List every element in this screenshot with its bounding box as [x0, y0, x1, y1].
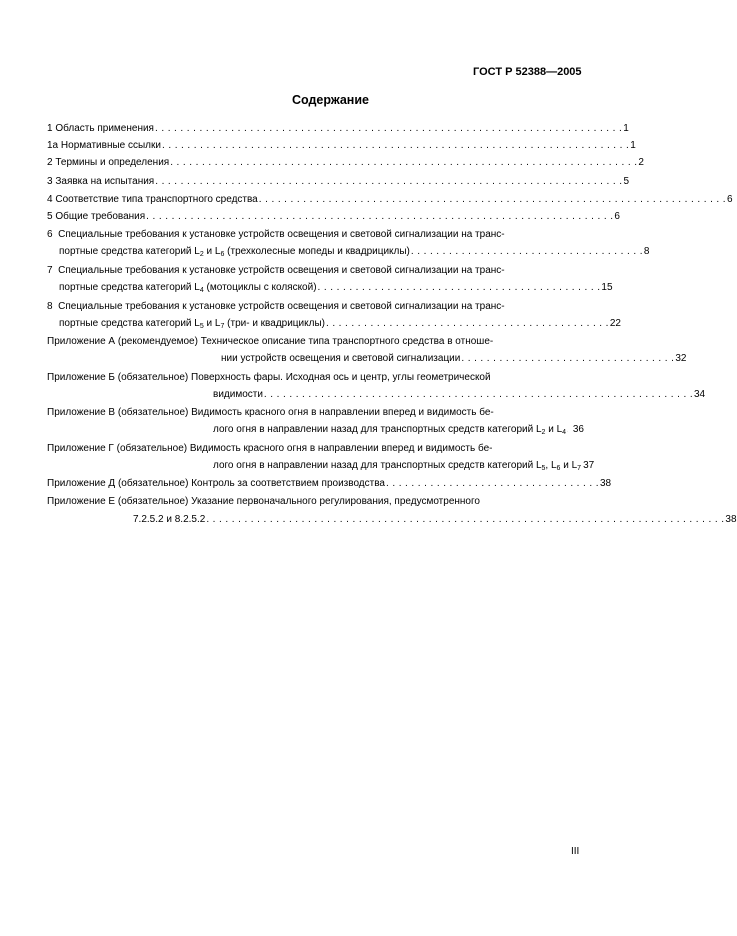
dot-leader: . . . . . . . . . . . . . . . . . . . . . . . . . . . . . . . . . . — [385, 478, 599, 489]
toc-entry-6-line1[interactable] — [47, 228, 505, 242]
toc-entry-page: 32 — [675, 353, 687, 364]
toc-entry-title: Приложение А (рекомендуемое) Техническое описание типа транспортного средства в отноше- — [47, 336, 494, 347]
toc-entry-page: 6 — [726, 194, 733, 205]
dot-leader: . . . . . . . . . . . . . . . . . . . . . . . . . . . . . . . . . . . . . . . . . . . . . . . . . . . . . . . . . . . . . . . . . . . . . . . . . . — [146, 211, 614, 222]
toc-entry-number: 5 — [47, 211, 53, 222]
toc-entry[interactable] — [47, 139, 636, 153]
toc-entry-title: Термины и определения — [55, 157, 170, 168]
toc-entry-7-line2[interactable] — [59, 281, 613, 295]
toc-entry-8-line1[interactable] — [47, 300, 505, 314]
page-number: III — [571, 846, 580, 857]
toc-entry[interactable] — [47, 175, 629, 189]
dot-leader: . . . . . . . . . . . . . . . . . . . . . . . . . . . . . . . . . . — [461, 353, 675, 364]
toc-appendix-a-line1[interactable] — [47, 335, 493, 349]
toc-entry-page: 38 — [725, 514, 737, 525]
toc-entry-number: 4 — [47, 194, 53, 205]
toc-entry-title: Приложение Д (обязательное) Контроль за соответствием производства — [47, 478, 385, 489]
toc-appendix-a-line2[interactable] — [221, 352, 687, 366]
toc-entry-title: Приложение Б (обязательное) Поверхность фары. Исходная ось и центр, углы геометрической — [47, 372, 491, 383]
toc-appendix-d[interactable] — [47, 477, 612, 491]
toc-appendix-g-line1[interactable] — [47, 442, 492, 456]
toc-entry-title-cont: портные средства категорий $L_4$ (мотоциклы с коляской) — [59, 282, 317, 294]
toc-entry-page: 8 — [643, 246, 650, 257]
toc-entry-title: Заявка на испытания — [55, 176, 155, 187]
toc-entry-title: Область применения — [55, 123, 154, 134]
document-code: ГОСТ Р 52388—2005 — [473, 66, 582, 78]
toc-entry-title-cont: лого огня в направлении назад для транспортных средств категорий $L_5$, $L_6$ и $L_7$ — [213, 460, 582, 472]
toc-entry-page: 36 — [572, 424, 584, 435]
toc-entry-title: Специальные требования к установке устройств освещения и световой сигнализации на транс- — [58, 229, 505, 240]
dot-leader: . . . . . . . . . . . . . . . . . . . . . . . . . . . . . . . . . . . . . . . . . . . . . . . . . . . . . . . . . . . . . . . . . . . . . . . . . . — [161, 140, 630, 151]
dot-leader: . . . . . . . . . . . . . . . . . . . . . . . . . . . . . . . . . . . . . . . . . . . . . . . . . . . . . . . . . . . . . . . . . . . . . . . . . . — [154, 123, 623, 134]
toc-entry-page: 6 — [614, 211, 620, 222]
toc-entry-title: Специальные требования к установке устройств освещения и световой сигнализации на транс- — [58, 301, 505, 312]
dot-leader: . . . . . . . . . . . . . . . . . . . . . . . . . . . . . . . . . . . . . . . . . . . . . . . . . . . . . . . . . . . . . . . . . . . . . . . . . . — [170, 157, 638, 168]
toc-entry-title: Специальные требования к установке устройств освещения и световой сигнализации на транс- — [58, 265, 505, 276]
toc-entry-page: 38 — [599, 478, 612, 489]
toc-entry[interactable] — [47, 156, 644, 170]
toc-entry-title: Приложение Е (обязательное) Указание первоначального регулирования, предусмотренного — [47, 496, 480, 507]
toc-entry-8-line2[interactable] — [59, 317, 621, 331]
toc-entry[interactable] — [47, 122, 629, 136]
page-title: Содержание — [291, 93, 369, 107]
toc-entry-page: 37 — [583, 460, 595, 471]
toc-entry-number: 3 — [47, 176, 53, 187]
toc-entry-number: 6 — [47, 229, 53, 240]
dot-leader: . . . . . . . . . . . . . . . . . . . . . . . . . . . . . . . . . . . . . . . . . . . . . . . . . . . . . . . . . . . . . . . . . . . . . . . . . . . . . . . . . . — [206, 514, 725, 525]
toc-appendix-v-line2[interactable] — [213, 423, 584, 437]
toc-entry-page: 5 — [623, 176, 629, 187]
toc-entry-title-cont: 7.2.5.2 и 8.2.5.2 — [133, 514, 206, 525]
toc-appendix-b-line1[interactable] — [47, 371, 491, 385]
toc-entry-6-line2[interactable] — [59, 245, 650, 259]
dot-leader: . . . . . . . . . . . . . . . . . . . . . . . . . . . . . . . . . . . . . . . . . . . . . — [325, 318, 609, 329]
toc-entry-page: 1 — [623, 123, 629, 134]
toc-entry-page: 34 — [694, 389, 706, 400]
toc-entry-number: 1а — [47, 140, 59, 151]
toc-entry-7-line1[interactable] — [47, 264, 505, 278]
toc-entry-page: 1 — [630, 140, 636, 151]
dot-leader: . . . . . . . . . . . . . . . . . . . . . . . . . . . . . . . . . . . . . . . . . . . . . . . . . . . . . . . . . . . . . . . . . . . . — [263, 389, 693, 400]
toc-entry-page: 15 — [601, 282, 613, 293]
toc-entry-title: Соответствие типа транспортного средства — [55, 194, 258, 205]
toc-entry-number: 1 — [47, 123, 53, 134]
toc-entry-title-cont: портные средства категорий $L_5$ и $L_7$ (три- и квадрициклы) — [59, 318, 325, 330]
dot-leader: . . . . . . . . . . . . . . . . . . . . . . . . . . . . . . . . . . . . . . . . . . . . . . . . . . . . . . . . . . . . . . . . . . . . . . . . . . — [258, 194, 726, 205]
toc-appendix-v-line1[interactable] — [47, 406, 494, 420]
toc-appendix-g-line2[interactable] — [213, 459, 595, 473]
toc-entry[interactable] — [47, 193, 733, 207]
toc-appendix-b-line2[interactable] — [213, 388, 706, 402]
toc-entry-title: Приложение В (обязательное) Видимость красного огня в направлении вперед и видимость бе- — [47, 407, 494, 418]
dot-leader: . . . . . . . . . . . . . . . . . . . . . . . . . . . . . . . . . . . . . . . . . . . . . — [317, 282, 601, 293]
toc-entry-number: 2 — [47, 157, 53, 168]
toc-entry-number: 7 — [47, 265, 53, 276]
toc-entry-title: Приложение Г (обязательное) Видимость красного огня в направлении вперед и видимость бе- — [47, 443, 493, 454]
toc-appendix-e-line2[interactable] — [133, 513, 737, 527]
toc-entry-title: Нормативные ссылки — [60, 140, 161, 151]
toc-entry-number: 8 — [47, 301, 53, 312]
toc-entry-title: Общие требования — [55, 211, 146, 222]
toc-appendix-e-line1[interactable] — [47, 495, 480, 509]
toc-entry-title-cont: лого огня в направлении назад для транспортных средств категорий $L_2$ и $L_4$ — [213, 424, 567, 436]
toc-entry-page: 22 — [609, 318, 621, 329]
toc-entry[interactable] — [47, 210, 620, 224]
dot-leader: . . . . . . . . . . . . . . . . . . . . . . . . . . . . . . . . . . . . . — [410, 246, 643, 257]
toc-entry-page: 2 — [638, 157, 644, 168]
toc-entry-title-cont: портные средства категорий $L_2$ и $L_6$ (трехколесные мопеды и квадрициклы) — [59, 246, 410, 258]
toc-entry-title-cont: нии устройств освещения и световой сигнализации — [221, 353, 461, 364]
toc-entry-title-cont: видимости — [213, 389, 263, 400]
dot-leader: . . . . . . . . . . . . . . . . . . . . . . . . . . . . . . . . . . . . . . . . . . . . . . . . . . . . . . . . . . . . . . . . . . . . . . . . . . — [155, 176, 623, 187]
